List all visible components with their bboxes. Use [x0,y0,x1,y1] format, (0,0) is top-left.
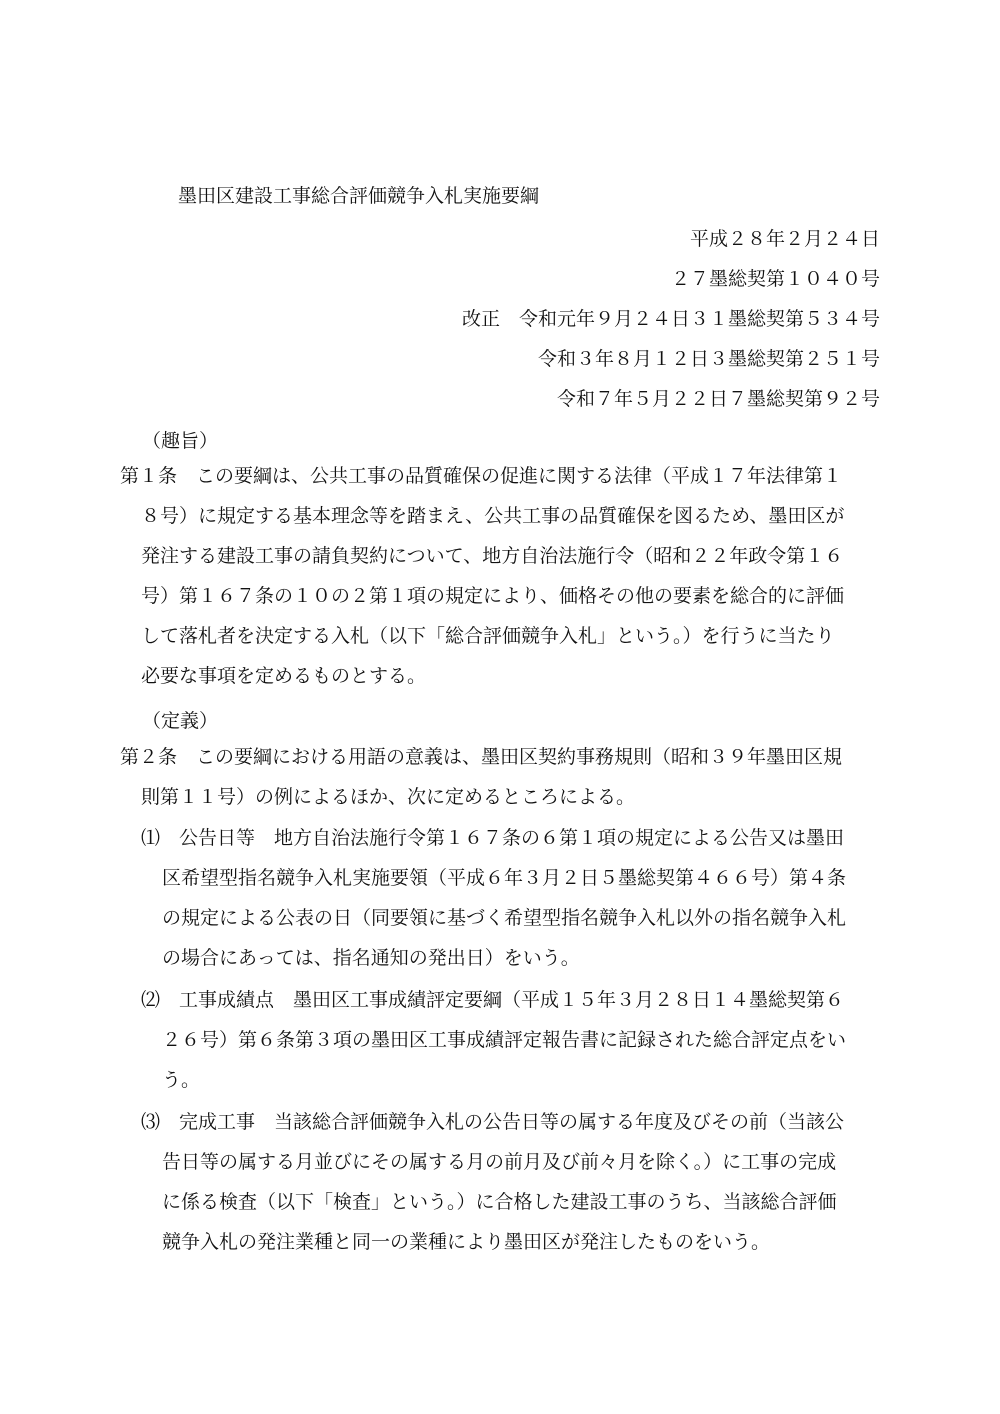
item-text-line: 告日等の属する月並びにその属する月の前月及び前々月を除く。）に工事の完成 [162,1151,837,1173]
item-text-line: 競争入札の発注業種と同一の業種により墨田区が発注したものをいう。 [162,1231,771,1253]
item-text-line: ⑴ 公告日等 地方自治法施行令第１６７条の６第１項の規定による公告又は墨田 [141,827,845,849]
article-text-line: 発注する建設工事の請負契約について、地方自治法施行令（昭和２２年政令第１６ [141,545,844,567]
article-text-line: 則第１１号）の例によるほか、次に定めるところによる。 [141,786,636,808]
item-text-line: に係る検査（以下「検査」という。）に合格した建設工事のうち、当該総合評価 [162,1191,837,1213]
article-text-line: ８号）に規定する基本理念等を踏まえ、公共工事の品質確保を図るため、墨田区が [141,505,845,527]
item-text-line: 区希望型指名競争入札実施要領（平成６年３月２日５墨総契第４６６号）第４条 [162,867,847,889]
article-text-line: 必要な事項を定めるものとする。 [141,665,427,687]
article-text-line: して落札者を決定する入札（以下「総合評価競争入札」という。）を行うに当たり [141,625,835,647]
document-title: 墨田区建設工事総合評価競争入札実施要綱 [178,185,540,207]
item-text-line: の規定による公表の日（同要領に基づく希望型指名競争入札以外の指名競争入札 [162,907,847,929]
item-text-line: ⑵ 工事成績点 墨田区工事成績評定要綱（平成１５年３月２８日１４墨総契第６ [141,989,845,1011]
article-1 [120,456,880,696]
definition-item-2 [120,980,880,1100]
definition-item-3 [120,1102,880,1262]
item-text-line: ２６号）第６条第３項の墨田区工事成績評定報告書に記録された総合評定点をい [162,1029,847,1051]
definition-item-1 [120,818,880,978]
article-2 [120,737,880,817]
article-text-line: 号）第１６７条の１０の２第１項の規定により、価格その他の要素を総合的に評価 [141,585,845,607]
item-text-line: ⑶ 完成工事 当該総合評価競争入札の公告日等の属する年度及びその前（当該公 [141,1111,845,1133]
revision-line: 改正 令和元年９月２４日３１墨総契第５３４号 [461,308,880,330]
item-text-line: う。 [162,1069,201,1091]
revision-line: 令和７年５月２２日７墨総契第９２号 [556,388,880,410]
article-text-line: 第２条 この要綱における用語の意義は、墨田区契約事務規則（昭和３９年墨田区規 [120,746,843,768]
document-number: ２７墨総契第１０４０号 [670,268,880,290]
enactment-date: 平成２８年２月２４日 [689,228,880,250]
article-text-line: 第１条 この要綱は、公共工事の品質確保の促進に関する法律（平成１７年法律第１ [120,465,843,487]
revision-line: 令和３年８月１２日３墨総契第２５１号 [537,348,880,370]
article-caption: （定義） [142,710,219,732]
article-caption: （趣旨） [142,430,219,452]
item-text-line: の場合にあっては、指名通知の発出日）をいう。 [162,947,580,969]
